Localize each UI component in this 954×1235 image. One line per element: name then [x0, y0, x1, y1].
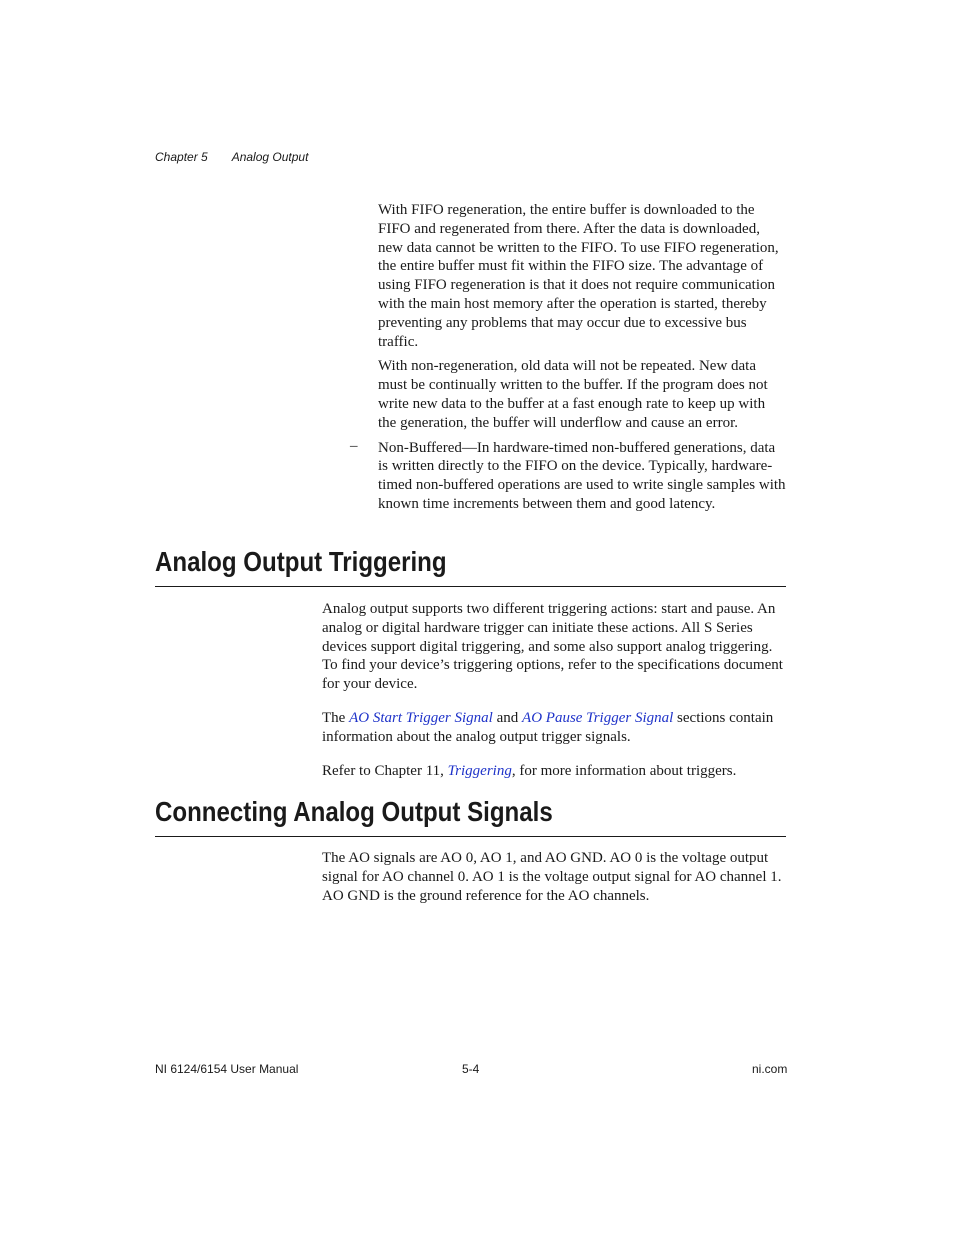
running-header	[155, 150, 308, 164]
paragraph-non-regeneration: With non-regeneration, old data will not be repeated. New data must be continually written to the buffer. If the program does not write new data to the buffer at a fast enough rate to keep up with the generation, the buffer will underflow and cause an error.	[378, 358, 768, 431]
paragraph-ao-signals: The AO signals are AO 0, AO 1, and AO GND. AO 0 is the voltage output signal for AO channel 0. AO 1 is the voltage output signal for AO channel 1. AO GND is the ground reference for the AO channels.	[322, 850, 782, 904]
footer-manual-title: NI 6124/6154 User Manual	[155, 1062, 299, 1076]
chapter-label: Chapter 5	[155, 150, 208, 164]
paragraph-triggering-intro: Analog output supports two different triggering actions: start and pause. An analog or digital hardware trigger can initiate these actions. All S Series devices support digital triggering, and some also support analog triggering. To find your device’s triggering options, refer to the specifications document for your device.	[322, 601, 783, 693]
text: sections contain information about the analog output trigger signals.	[322, 710, 774, 745]
list-dash: –	[350, 438, 358, 454]
text: , for more information about triggers.	[511, 763, 737, 779]
section-label: Analog Output	[231, 150, 309, 164]
paragraph-trigger-signals	[322, 709, 786, 747]
heading-connecting-analog-output: Connecting Analog Output Signals	[155, 796, 553, 827]
heading-rule	[155, 586, 786, 587]
heading-rule	[155, 836, 786, 837]
footer-site[interactable]: ni.com	[752, 1062, 788, 1076]
heading-analog-output-triggering: Analog Output Triggering	[155, 546, 447, 577]
text: Refer to Chapter 11,	[322, 763, 448, 779]
link-triggering[interactable]: Triggering	[447, 763, 512, 779]
text: and	[492, 710, 523, 726]
link-ao-start-trigger[interactable]: AO Start Trigger Signal	[349, 710, 493, 726]
paragraph-refer-chapter	[322, 762, 786, 781]
link-ao-pause-trigger[interactable]: AO Pause Trigger Signal	[522, 710, 674, 726]
intro-block	[378, 201, 786, 520]
paragraph-non-buffered: Non-Buffered—In hardware-timed non-buffered generations, data is written directly to the FIFO on the device. Typically, hardware-timed non-buffered operations are used to write single samples with known time increments between them and good latency.	[378, 439, 786, 512]
text: The	[322, 710, 350, 726]
paragraph-fifo-regeneration: With FIFO regeneration, the entire buffer is downloaded to the FIFO and regenerated from there. After the data is downloaded, new data cannot be written to the FIFO. To use FIFO regeneration, the entire buffer must fit within the FIFO size. The advantage of using FIFO regeneration is that it does not require communication with the main host memory after the operation is started, thereby preventing any problems that may occur due to excessive bus traffic.	[378, 202, 779, 350]
footer-page-number: 5-4	[462, 1062, 480, 1076]
